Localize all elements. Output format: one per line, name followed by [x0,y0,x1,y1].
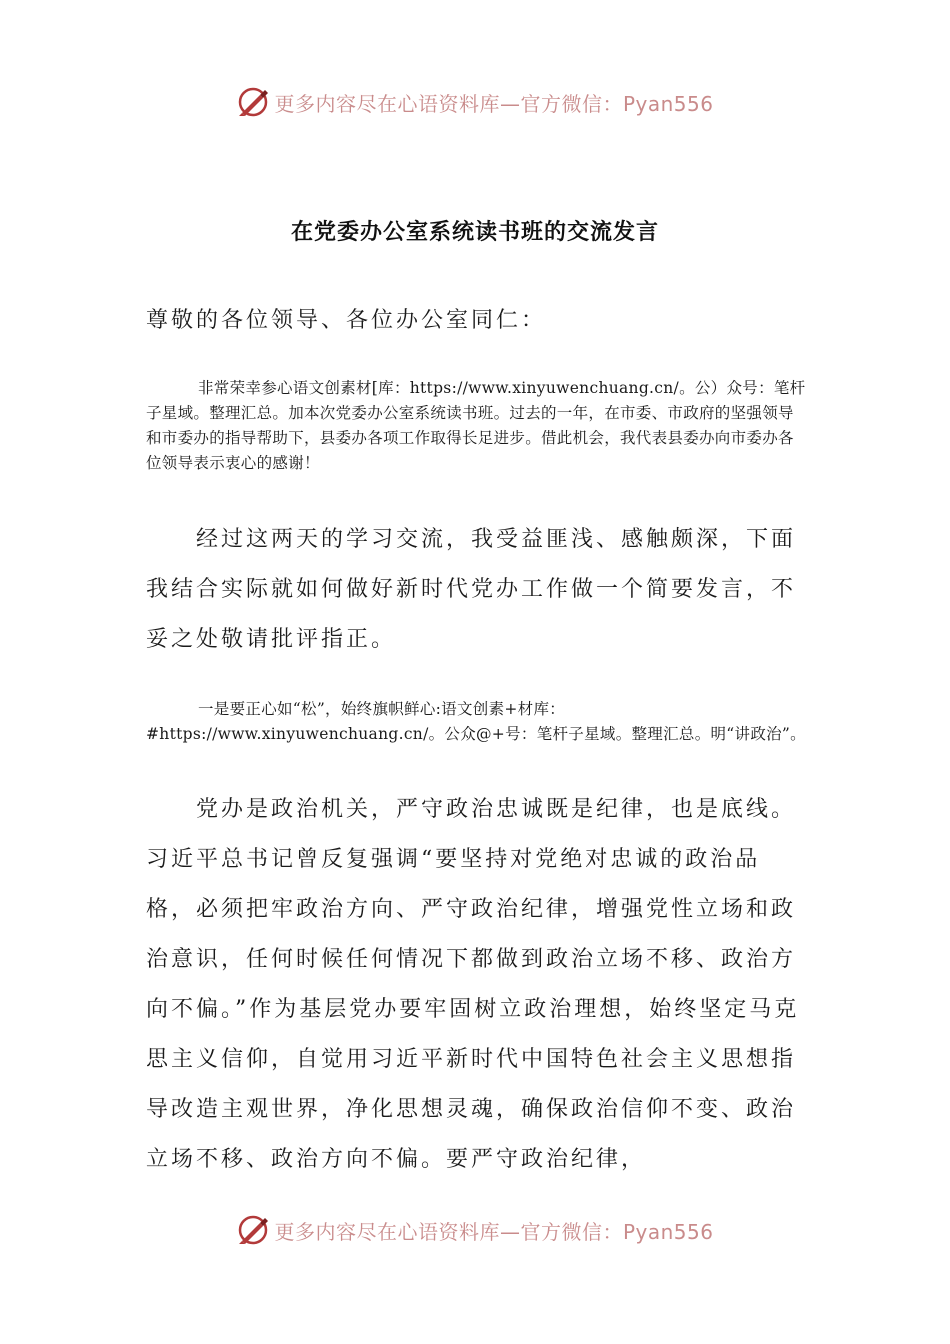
paragraph-learning: 经过这两天的学习交流，我受益匪浅、感触颇深，下面我结合实际就如何做好新时代党办工作做一个简要发言，不妥之处敬请批评指正。 [146,527,797,652]
footer-banner-text: 更多内容尽在心语资料库—官方微信：Pyan556 [274,1219,714,1244]
pen-logo-icon [236,1213,270,1247]
pen-logo-icon [236,85,270,119]
header-banner [0,82,950,122]
document-title: 在党委办公室系统读书班的交流发言 [290,220,659,245]
header-banner-text: 更多内容尽在心语资料库—官方微信：Pyan556 [274,91,714,116]
salutation: 尊敬的各位领导、各位办公室同仁： [146,308,547,333]
paragraph-point-one-heading: 一是要正心如“松”，始终旗帜鲜心:语文创素+材库：#https://www.xinyuwenchuang.cn/。公众@+号：笔杆子星域。整理汇总。明“讲政治”。 [146,700,806,743]
paragraph-point-one-body: 党办是政治机关，严守政治忠诚既是纪律，也是底线。习近平总书记曾反复强调“要坚持对党绝对忠诚的政治品格，必须把牢政治方向、严守政治纪律，增强党性立场和政治意识，任何时候任何情况下都做到政治立场不移、政治方向不偏。”作为基层党办要牢固树立政治理想，始终坚定马克思主义信仰，自觉用习近平新时代中国特色社会主义思想指导改造主观世界，净化思想灵魂，确保政治信仰不变、政治立场不移、政治方向不偏。要严守政治纪律， [146,797,800,1172]
paragraph-intro: 非常荣幸参心语文创素材[库：https://www.xinyuwenchuang.cn/。公）众号：笔杆子星域。整理汇总。加本次党委办公室系统读书班。过去的一年，在市委、市政府的坚强领导和市委办的指导帮助下，县委办各项工作取得长足进步。借此机会，我代表县委办向市委办各位领导表示衷心的感谢！ [146,379,806,472]
footer-banner [0,1210,950,1250]
